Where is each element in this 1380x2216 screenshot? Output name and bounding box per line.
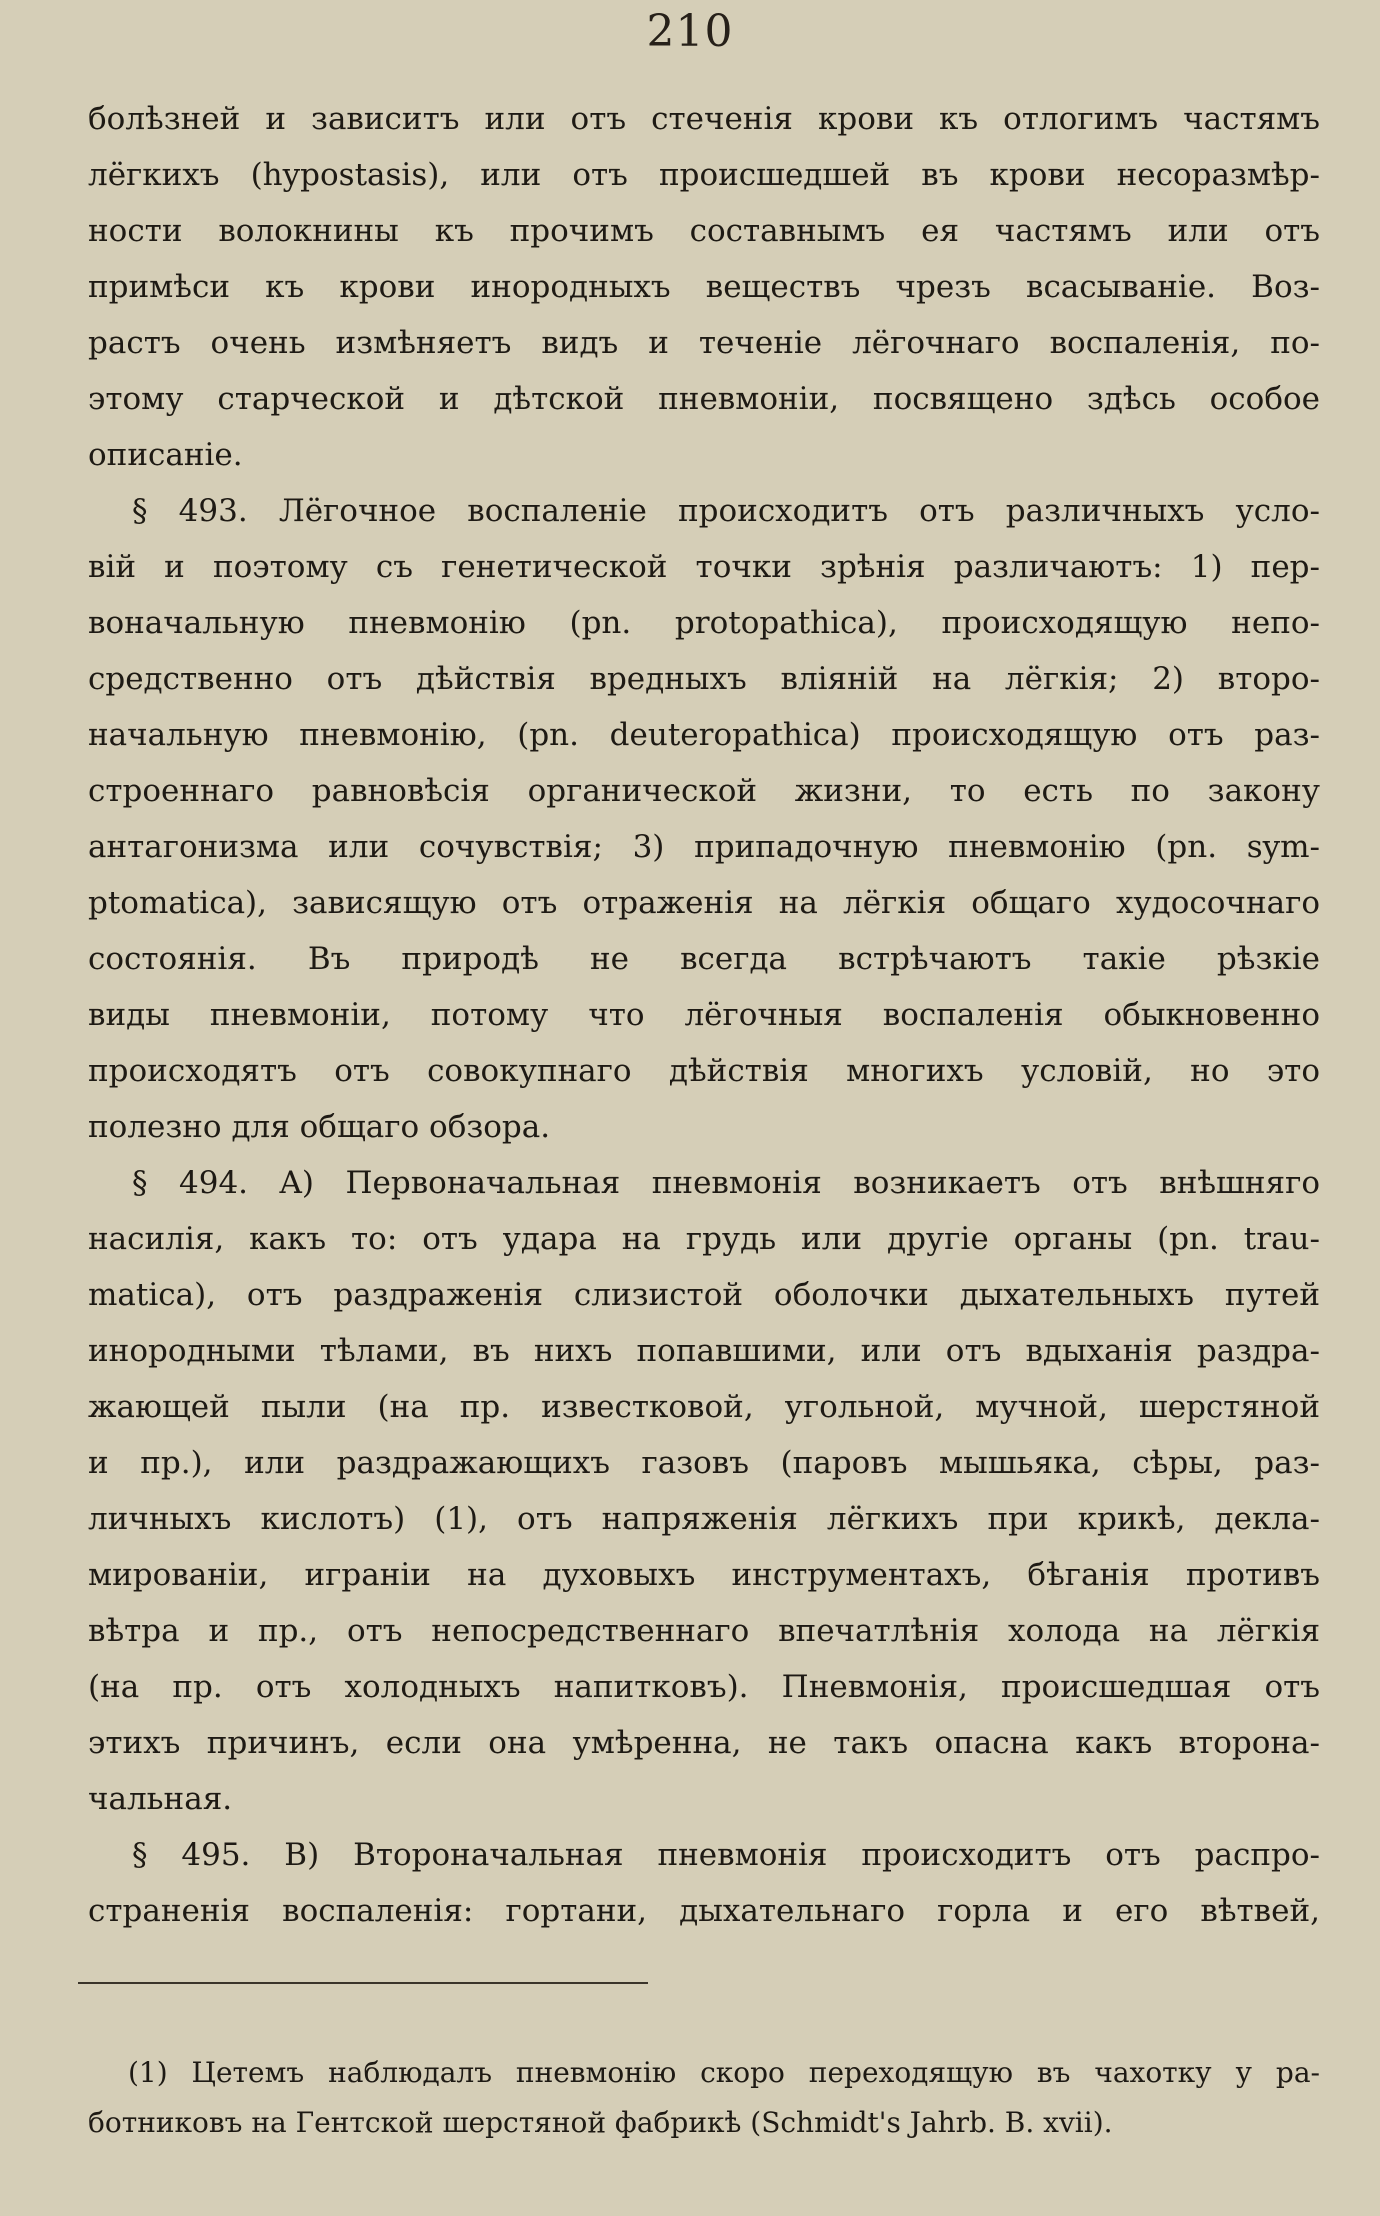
text-line: чальная. xyxy=(88,1781,233,1817)
text-line: ности волокнины къ прочимъ составнымъ ея частямъ или отъ xyxy=(88,213,1320,249)
text-line: происходятъ отъ совокупнаго дѣйствія многихъ условій, но это xyxy=(88,1053,1320,1089)
text-line: ptomatica), зависящую отъ отраженія на лёгкія общаго худосочнаго xyxy=(88,885,1320,921)
text-line: примѣси къ крови инородныхъ веществъ чрезъ всасываніе. Воз- xyxy=(88,269,1320,305)
text-line: лёгкихъ (hypostasis), или отъ происшедшей въ крови несоразмѣр- xyxy=(88,157,1320,193)
text-line: вій и поэтому съ генетической точки зрѣнія различаютъ: 1) пер- xyxy=(88,549,1320,585)
text-line: полезно для общаго обзора. xyxy=(88,1109,551,1145)
text-line: личныхъ кислотъ) (1), отъ напряженія лёгкихъ при крикѣ, декла- xyxy=(88,1501,1320,1537)
section-495-heading-line: § 495. B) Второначальная пневмонія происходитъ отъ распро- xyxy=(132,1837,1320,1873)
text-line: состоянія. Въ природѣ не всегда встрѣчаютъ такіе рѣзкіе xyxy=(88,941,1320,977)
footnote xyxy=(88,2048,1320,2148)
text-line: страненія воспаленія: гортани, дыхательнаго горла и его вѣтвей, xyxy=(88,1893,1320,1929)
text-line: мированіи, играніи на духовыхъ инструментахъ, бѣганія противъ xyxy=(88,1557,1320,1593)
text-line: антагонизма или сочувствія; 3) припадочную пневмонію (pn. sym- xyxy=(88,829,1320,865)
body-text xyxy=(88,91,1320,1939)
text-line: насилія, какъ то: отъ удара на грудь или другіе органы (pn. trau- xyxy=(88,1221,1320,1257)
text-line: описаніе. xyxy=(88,437,243,473)
footnote-line: (1) Цетемъ наблюдалъ пневмонію скоро переходящую въ чахотку у ра- xyxy=(128,2056,1320,2089)
section-494-heading-line: § 494. A) Первоначальная пневмонія возникаетъ отъ внѣшняго xyxy=(132,1165,1320,1201)
text-line: вѣтра и пр., отъ непосредственнаго впечатлѣнія холода на лёгкія xyxy=(88,1613,1320,1649)
text-line: и пр.), или раздражающихъ газовъ (паровъ мышьяка, сѣры, раз- xyxy=(88,1445,1320,1481)
text-line: жающей пыли (на пр. известковой, угольной, мучной, шерстяной xyxy=(88,1389,1320,1425)
text-line: этихъ причинъ, если она умѣренна, не такъ опасна какъ второна- xyxy=(88,1725,1320,1761)
text-line: (на пр. отъ холодныхъ напитковъ). Пневмонія, происшедшая отъ xyxy=(88,1669,1320,1705)
text-line: болѣзней и зависитъ или отъ стеченія крови къ отлогимъ частямъ xyxy=(88,101,1320,137)
text-line: начальную пневмонію, (pn. deuteropathica) происходящую отъ раз- xyxy=(88,717,1320,753)
section-493-heading-line: § 493. Лёгочное воспаленіе происходитъ отъ различныхъ усло- xyxy=(132,493,1320,529)
text-line: растъ очень измѣняетъ видъ и теченіе лёгочнаго воспаленія, по- xyxy=(88,325,1320,361)
page-number: 210 xyxy=(646,6,734,57)
text-line: строеннаго равновѣсія органической жизни, то есть по закону xyxy=(88,773,1320,809)
footnote-line: ботниковъ на Гентской шерстяной фабрикѣ (Schmidt's Jahrb. B. xvii). xyxy=(88,2106,1113,2139)
text-line: matica), отъ раздраженія слизистой оболочки дыхательныхъ путей xyxy=(88,1277,1320,1313)
footnote-divider xyxy=(78,1982,648,1984)
text-line: воначальную пневмонію (pn. protopathica), происходящую непо- xyxy=(88,605,1320,641)
text-line: этому старческой и дѣтской пневмоніи, посвящено здѣсь особое xyxy=(88,381,1320,417)
text-line: средственно отъ дѣйствія вредныхъ вліяній на лёгкія; 2) второ- xyxy=(88,661,1320,697)
text-line: инородными тѣлами, въ нихъ попавшими, или отъ вдыханія раздра- xyxy=(88,1333,1320,1369)
text-line: виды пневмоніи, потому что лёгочныя воспаленія обыкновенно xyxy=(88,997,1320,1033)
